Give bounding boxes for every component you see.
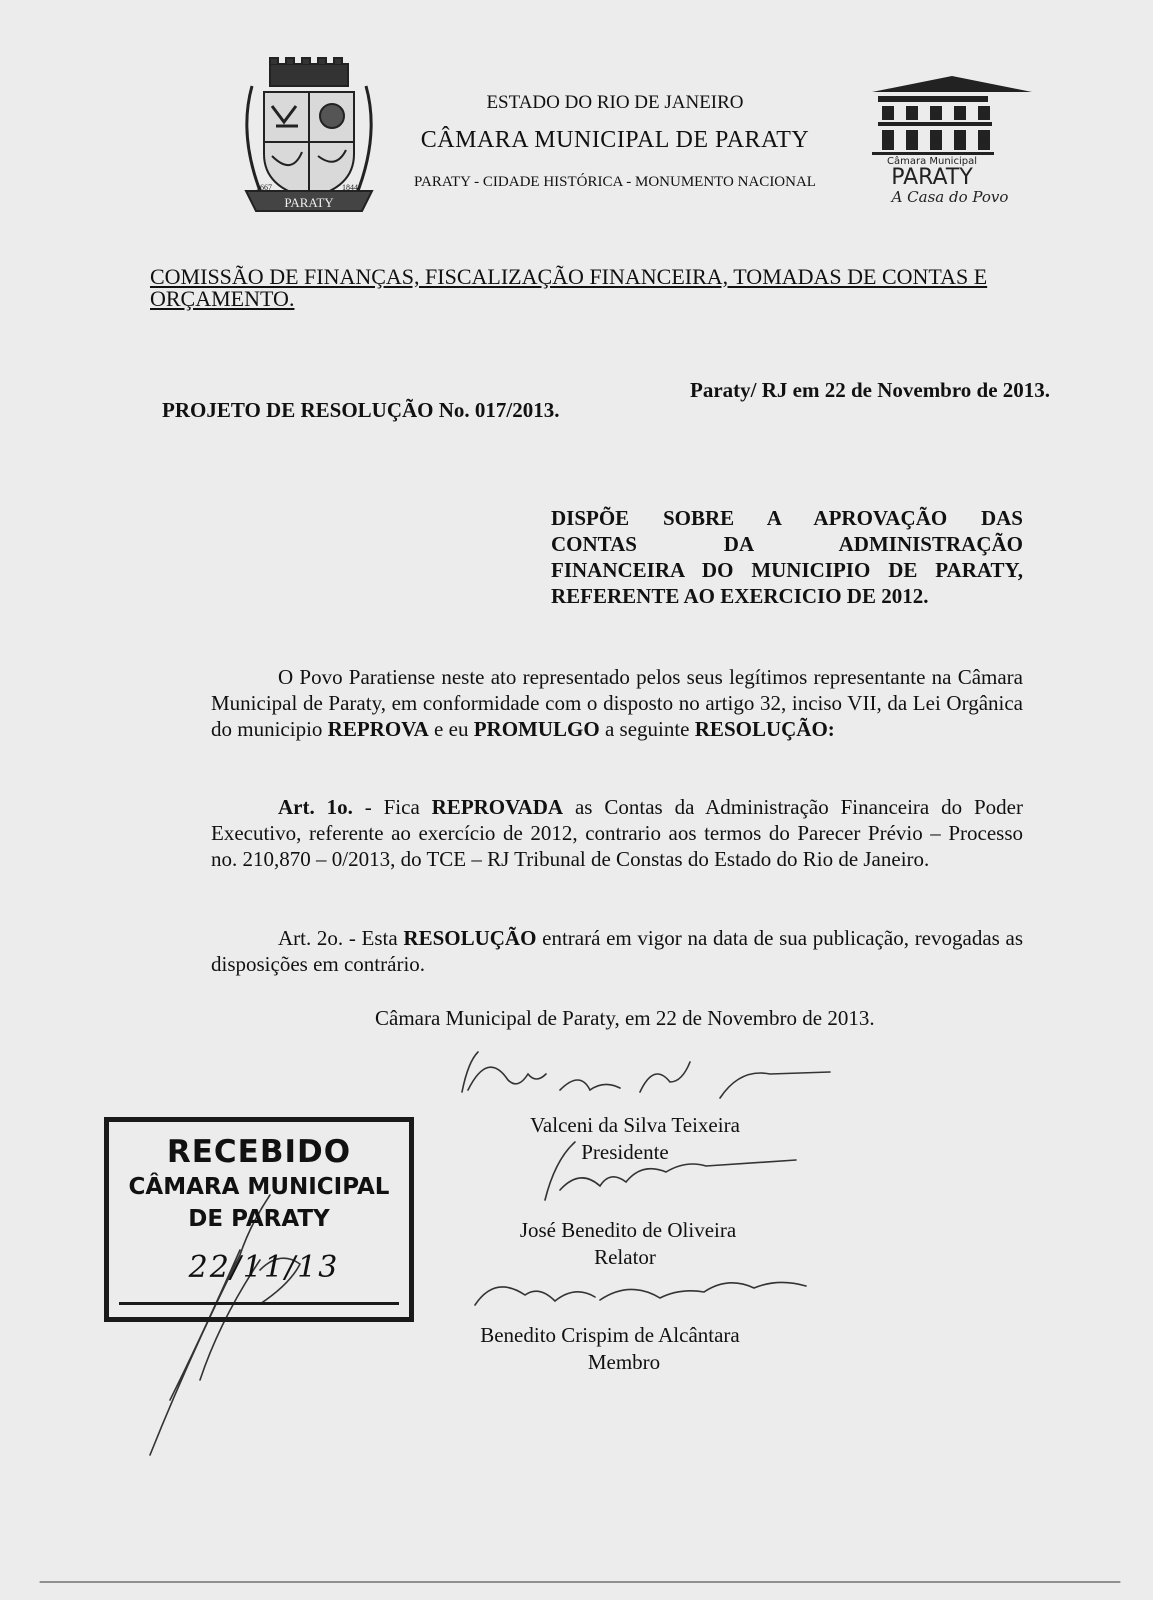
received-stamp: [104, 1117, 414, 1322]
article-1-label: Art. 1o.: [278, 795, 353, 819]
article-2: [211, 925, 1023, 977]
preamble-promulgo: PROMULGO: [473, 717, 600, 741]
logo-small-text: Câmara Municipal: [886, 156, 978, 167]
header-state: ESTADO DO RIO DE JANEIRO: [486, 92, 744, 113]
coat-banner-text: PARATY: [284, 195, 334, 210]
preamble-paragraph: [211, 664, 1023, 742]
coat-year-right: 1844: [342, 183, 358, 192]
signature-1-scribble: [462, 1052, 830, 1098]
article-1-text-b: as Contas da Administração Financeira do Poder Executivo, referente ao exercício de 2012, contrario aos termos do Parecer Prévio – Processo no. 210,870 – 0/2013, do TCE – RJ Tribunal de Constas do Estado do Rio de Janeiro.: [211, 795, 1023, 871]
article-2-text-a: - Esta: [343, 926, 404, 950]
signatory-2-role: Relator: [594, 1245, 656, 1269]
stamp-line-2: CÂMARA MUNICIPAL: [128, 1174, 390, 1200]
signatory-3-name: Benedito Crispim de Alcântara: [480, 1323, 740, 1347]
stamp-title: RECEBIDO: [166, 1134, 352, 1170]
ementa-line-1: DISPÕE SOBRE A APROVAÇÃO DAS: [551, 506, 1023, 530]
ementa-line-3: FINANCEIRA DO MUNICIPIO DE PARATY,: [551, 558, 1023, 582]
signatory-2-name: José Benedito de Oliveira: [519, 1218, 737, 1242]
chamber-logo: [862, 72, 1042, 212]
stamp-rule: [119, 1302, 399, 1305]
stamp-line-3: DE PARATY: [188, 1206, 330, 1232]
commission-title: COMISSÃO DE FINANÇAS, FISCALIZAÇÃO FINANCEIRA, TOMADAS DE CONTAS E ORÇAMENTO.: [150, 264, 988, 311]
preamble-text-a: O Povo Paratiense neste ato representado pelos seus legítimos representante na Câmara Municipal de Paraty, em conformidade com o disposto no artigo 32, inciso VII, da Lei Orgânica do municipio: [211, 665, 1023, 741]
logo-tagline: A Casa do Povo: [891, 188, 1009, 206]
signatory-1-role: Presidente: [581, 1140, 669, 1164]
article-1-text-a: - Fica: [352, 795, 432, 819]
header-chamber: CÂMARA MUNICIPAL DE PARATY: [420, 127, 810, 153]
article-2-bold: RESOLUÇÃO: [403, 926, 537, 950]
signature-3-scribble: [475, 1282, 806, 1305]
signatory-1-name: Valceni da Silva Teixeira: [530, 1113, 740, 1137]
article-2-text-b: entrará em vigor na data de sua publicação, revogadas as disposições em contrário.: [211, 926, 1024, 976]
signatory-3-role: Membro: [587, 1350, 661, 1374]
project-number: PROJETO DE RESOLUÇÃO No. 017/2013.: [162, 398, 560, 422]
place-date: Paraty/ RJ em 22 de Novembro de 2013.: [690, 378, 1051, 402]
preamble-text-b: e eu: [428, 717, 474, 741]
header-subtitle: PARATY - CIDADE HISTÓRICA - MONUMENTO NACIONAL: [414, 174, 816, 190]
article-2-label: Art. 2o.: [278, 926, 344, 950]
logo-big-text: PARATY: [891, 165, 973, 190]
article-1-bold: REPROVADA: [431, 795, 564, 819]
ementa-line-4: REFERENTE AO EXERCICIO DE 2012.: [551, 584, 929, 608]
ementa-line-2: CONTAS DA ADMINISTRAÇÃO: [551, 532, 1023, 556]
preamble-text-c: a seguinte: [599, 717, 695, 741]
ementa: [551, 505, 1023, 609]
article-1: [211, 794, 1023, 872]
closing-line: Câmara Municipal de Paraty, em 22 de Novembro de 2013.: [375, 1006, 875, 1030]
preamble-reprova: REPROVA: [327, 717, 429, 741]
stamp-date: 22/11/13: [188, 1250, 340, 1285]
coat-year-left: 1667: [256, 183, 272, 192]
preamble-resolucao: RESOLUÇÃO:: [694, 717, 835, 741]
coat-of-arms: [242, 56, 376, 218]
